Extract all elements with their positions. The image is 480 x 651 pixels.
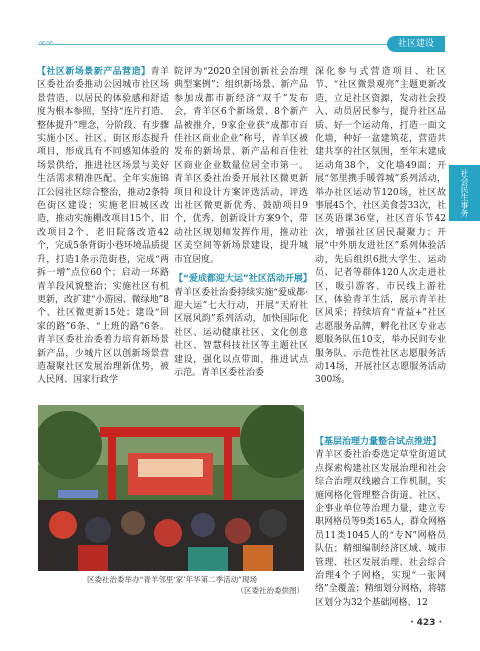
event-photo [38,405,304,571]
paragraph-community-activities: 深化参与式营造项目、社区节、“社区微景观亮”主题更新改造，立足社区资源，发动社会投入、动员居民参与，提升社区品质、好一个运动角，打造一面文化墙，种好一盆建筑花，营造共建共享的社区氛围，至年末建成运动角38个，文化墙49面；开展“邻里携手暖蓉城”系列活动，举办社区运动节120场，社区故事展45个，社区美食荟33次，社区英语课36堂，社区音乐节42次，增强社区居民凝聚力；开展“中外朋友进社区”系列体验活动，先后组织6批大学生、运动员、记者等群体120人次走进社区，吸引游客、市民线上游社区，体验青羊生活，展示青羊社区风采；持续培育“青益+”社区志愿服务品牌，孵化社区专业志愿服务队伍10支，举办民间专业服务队、示范性社区志愿服务活动14场，开展社区志愿服务活动300场。 [315,67,446,386]
column-1 [37,66,169,406]
paragraph-new-scenes: 青羊区委社治委推动公园城市社区场景营造，以居民的体验感和舒适度为根本参照，坚持“连片打造、整体提升”理念，分阶段、有步骤实施小区、社区、街区形态提升项目，形成具有不同感知体验的场景供给，推进社区场景与美好生活需求精准匹配。全年实施锦江公园社区综合整治，推动2条特色街区建设；实施老旧城区改造，推动实施棚改项目15个、旧改项目2个、老旧院落改造42个，完成5条背街小巷环境品质提升，打造1条示范街巷，完成“两拆一增”点位60个；启动一环路青羊段风貌整治；实施社区有机更新，改扩建“小游园、微绿地”8个、社区微更新15处；建设“回家的路”6条、“上班的路”6条。青羊区委社治委着力培育新场景新产品，少城片区以创新场景营造凝聚社区发展治理新优势，被人民网、国家行政学 [37,67,169,386]
column-2 [174,66,312,426]
column-3-lower [315,436,446,646]
section-title-grassroots: 【基层治理力量整合试点推进】 [315,437,442,447]
event-photo-illustration [38,405,304,571]
section-title-love-chengdu: 【“爱成都迎大运”社区活动开展】 [174,274,312,285]
side-section-tab: 社会民生事务 [449,165,480,221]
page-number: · 423 · [410,618,442,628]
paragraph-continued: 院评为“2020全国创新社会治理典型案例”；组织新场景、新产品参加成都市新经济“双千”发布会，青羊区6个新场景、8个新产品被推介，9家企业获“成都市百佳社区商业企业”称号，青羊区被发布的新场景、新产品和百佳社区商业企业数量位居全市第一。青羊区委社治委开展社区微更新项目和设计方案评选活动，评选出社区微更新优秀、鼓励项目9个，优秀、创新设计方案9个，带动社区规划师发挥作用，推动社区美空间等新场景建设，提升城市宜居度。 [174,67,308,265]
section-label: 社区建设 [387,36,445,52]
photo-credit: （区委社治委供图） [236,586,304,595]
section-title-new-scenes: 【社区新场景新产品营造】 [37,67,151,77]
header-rule [38,44,388,45]
paragraph-grassroots: 青羊区委社治委选定草堂街道试点探索构建社区发展治理和社会综合治理双线融合工作机制，实施网格化管理整合街道、社区、企事业单位等治理力量，建立专职网格员等9类165人，群众网格员11类1045人的“专N”网格员队伍；精细编制经济区域、城市管理、社区发展治理、社会综合治理4个子网格，实现“一张网络”全覆盖；精细划分网格，将辖区划分为32个基础网格、12 [315,450,446,608]
photo-caption: 区委社治委举办“青羊邻里‘家’年华第二季活动”现场 [87,575,257,584]
paragraph-love-chengdu: 青羊区委社治委持续实施“爱成都·迎大运”七大行动，开展“天府社区展风韵”系列活动，加快国际化社区、运动健康社区、文化创意社区、智慧科技社区等主题社区建设，强化以点带面，推进试点示范。青羊区委社治委 [174,287,308,378]
column-3 [315,66,446,406]
